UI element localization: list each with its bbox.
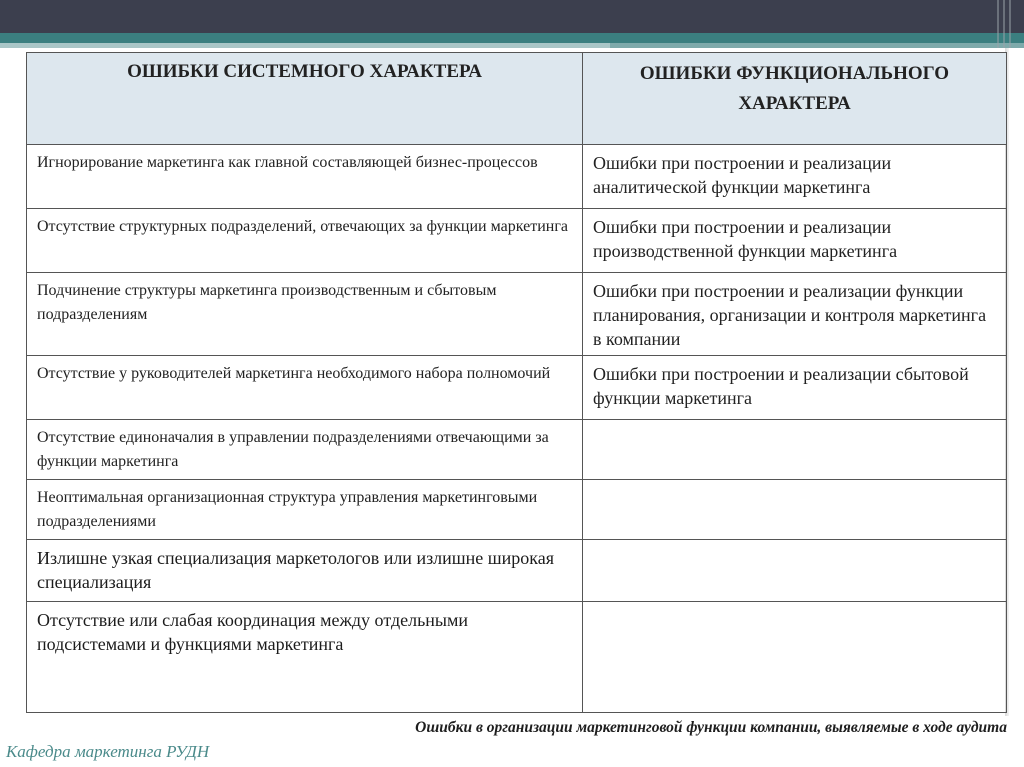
header-systemic-errors: ОШИБКИ СИСТЕМНОГО ХАРАКТЕРА: [27, 53, 583, 145]
footer-department: Кафедра маркетинга РУДН: [6, 742, 210, 761]
functional-error-cell: [583, 602, 1007, 713]
table-row: [27, 602, 1007, 713]
functional-error-cell: Ошибки при построении и реализации производственной функции маркетинга: [583, 209, 1007, 273]
table-header-row: [27, 53, 1007, 145]
top-decor-stripe-light-right: [610, 43, 1024, 48]
table-row: [27, 356, 1007, 420]
systemic-error-cell: Неоптимальная организационная структура управления маркетинговыми подразделениями: [27, 480, 583, 540]
header-functional-errors: ОШИБКИ ФУНКЦИОНАЛЬНОГО ХАРАКТЕРА: [583, 53, 1007, 145]
table-row: [27, 209, 1007, 273]
systemic-error-cell: Отсутствие или слабая координация между отдельными подсистемами и функциями маркетинга: [27, 602, 583, 713]
table-row: [27, 273, 1007, 356]
functional-error-cell: [583, 420, 1007, 480]
top-decor-stripe: [0, 33, 1024, 43]
table-caption: Ошибки в организации маркетинговой функции компании, выявляемые в ходе аудита: [415, 719, 1007, 736]
systemic-error-cell: Отсутствие структурных подразделений, отвечающих за функции маркетинга: [27, 209, 583, 273]
systemic-error-cell: Излишне узкая специализация маркетологов или излишне широкая специализация: [27, 540, 583, 602]
table-row: [27, 480, 1007, 540]
functional-error-cell: [583, 480, 1007, 540]
functional-error-cell: Ошибки при построении и реализации функции планирования, организации и контроля маркетинга в компании: [583, 273, 1007, 356]
systemic-error-cell: Отсутствие единоначалия в управлении подразделениями отвечающими за функции маркетинга: [27, 420, 583, 480]
corner-decor-lines: [994, 0, 1024, 48]
systemic-error-cell: Отсутствие у руководителей маркетинга необходимого набора полномочий: [27, 356, 583, 420]
systemic-error-cell: Игнорирование маркетинга как главной составляющей бизнес-процессов: [27, 145, 583, 209]
systemic-error-cell: Подчинение структуры маркетинга производственным и сбытовым подразделениям: [27, 273, 583, 356]
functional-error-cell: Ошибки при построении и реализации аналитической функции маркетинга: [583, 145, 1007, 209]
functional-error-cell: Ошибки при построении и реализации сбытовой функции маркетинга: [583, 356, 1007, 420]
table-row: [27, 420, 1007, 480]
table-row: [27, 145, 1007, 209]
table-row: [27, 540, 1007, 602]
errors-table: [26, 52, 1007, 713]
top-decor-bar: [0, 0, 1024, 33]
top-decor-stripe-light: [0, 43, 610, 48]
functional-error-cell: [583, 540, 1007, 602]
